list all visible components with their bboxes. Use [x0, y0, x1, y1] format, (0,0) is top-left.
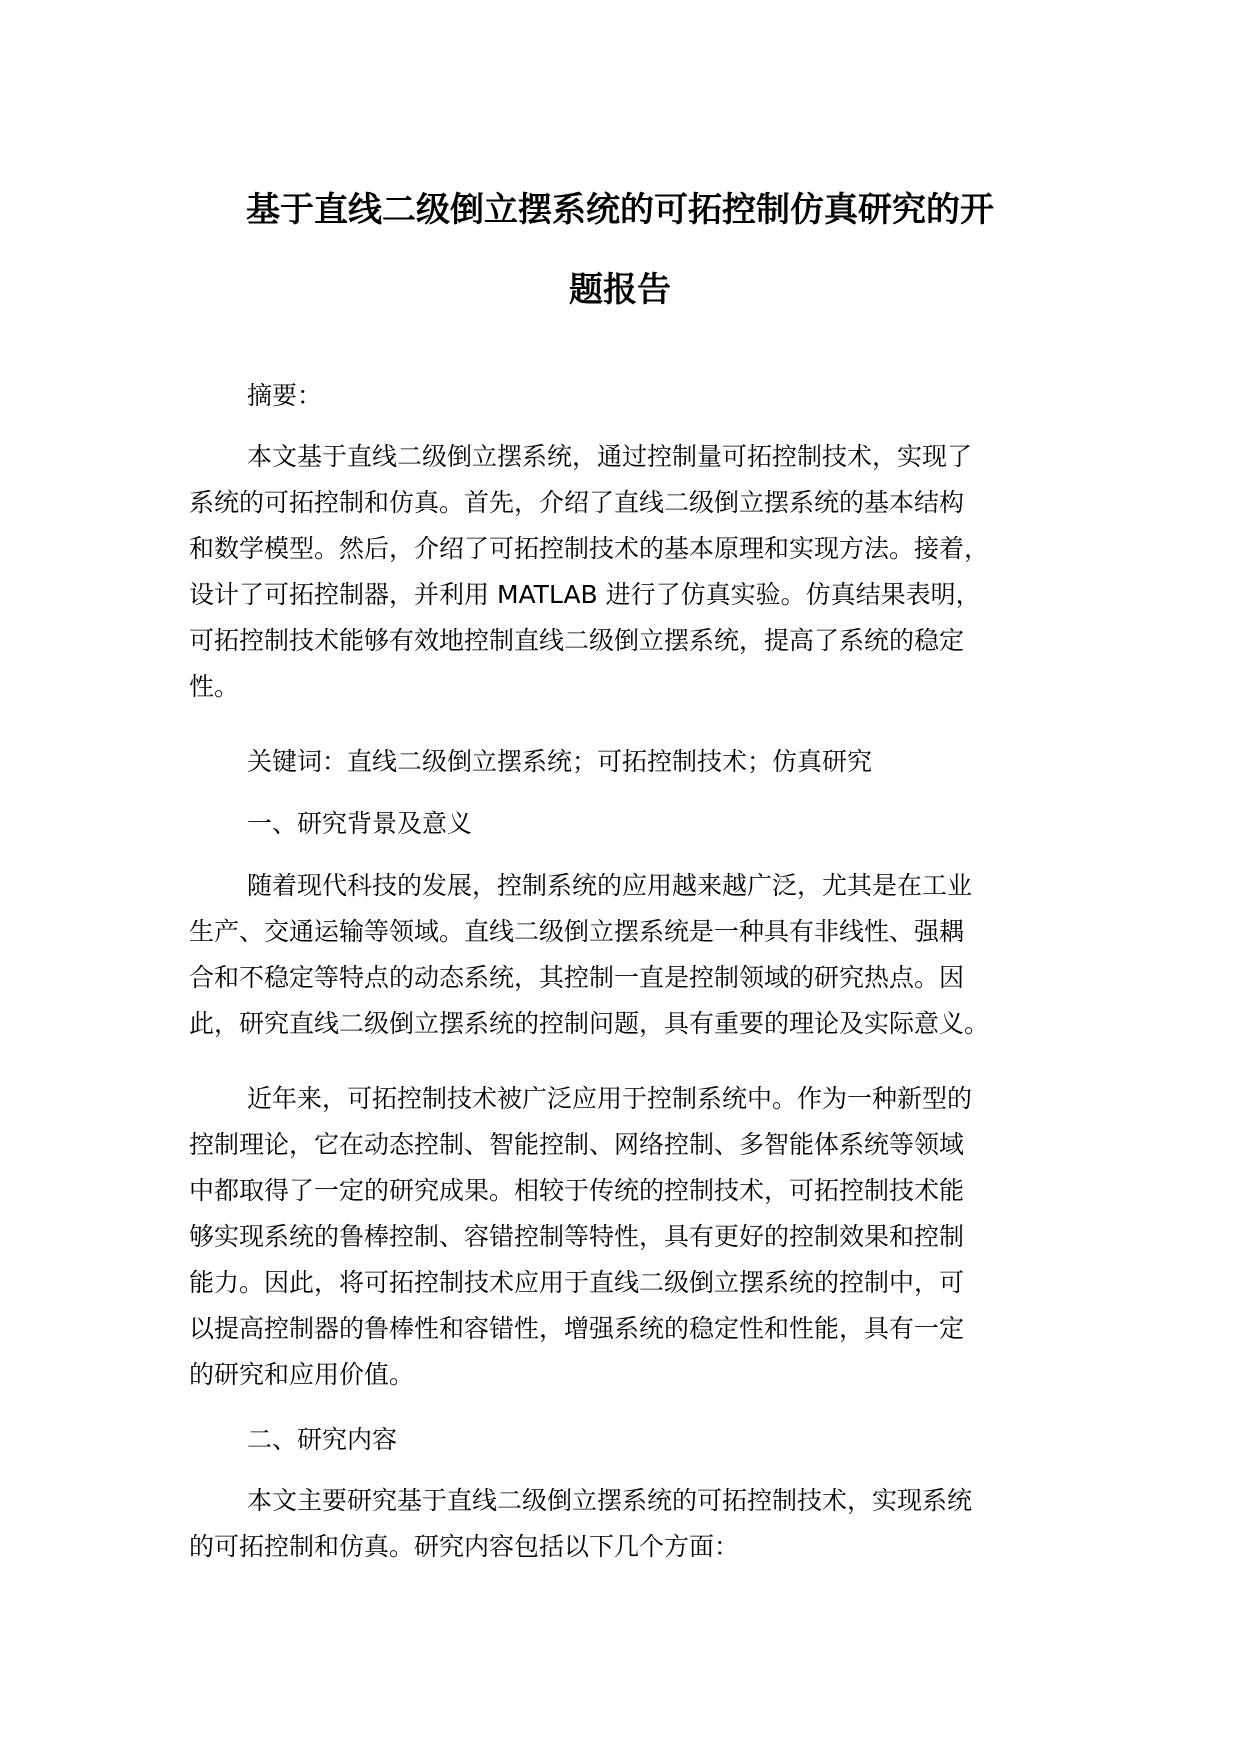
section2-heading	[189, 1417, 1079, 1463]
keywords	[189, 739, 1079, 785]
document-title-line-2: 题报告	[569, 270, 671, 310]
paragraph-line: 以提高控制器的鲁棒性和容错性，增强系统的稳定性和性能，具有一定	[189, 1314, 965, 1343]
abstract-line: 性。	[189, 672, 240, 701]
section1-paragraph-1	[189, 863, 1079, 1047]
abstract-line: 可拓控制技术能够有效地控制直线二级倒立摆系统，提高了系统的稳定	[189, 626, 965, 655]
paragraph-line: 的可拓控制和仿真。研究内容包括以下几个方面：	[189, 1532, 740, 1561]
section2-paragraph-1	[189, 1478, 1079, 1570]
paragraph-line: 的研究和应用价值。	[189, 1360, 415, 1389]
paragraph-line: 中都取得了一定的研究成果。相较于传统的控制技术，可拓控制技术能	[189, 1176, 965, 1205]
paragraph-line: 随着现代科技的发展，控制系统的应用越来越广泛，尤其是在工业	[247, 871, 973, 900]
abstract-line: 本文基于直线二级倒立摆系统，通过控制量可拓控制技术，实现了	[247, 442, 973, 471]
abstract-line: 设计了可拓控制器，并利用 MATLAB 进行了仿真实验。仿真结果表明，	[189, 580, 981, 609]
paragraph-line: 生产、交通运输等领域。直线二级倒立摆系统是一种具有非线性、强耦	[189, 917, 965, 946]
abstract-paragraph	[189, 434, 1079, 710]
document-title-line-1: 基于直线二级倒立摆系统的可拓控制仿真研究的开	[246, 190, 994, 230]
keywords-text: 关键词：直线二级倒立摆系统；可拓控制技术；仿真研究	[247, 747, 873, 776]
paragraph-line: 能力。因此，将可拓控制技术应用于直线二级倒立摆系统的控制中，可	[189, 1268, 965, 1297]
section1-heading-text: 一、研究背景及意义	[247, 809, 473, 838]
section1-heading	[189, 801, 1079, 847]
abstract-heading-text: 摘要：	[247, 381, 323, 410]
section2-heading-text: 二、研究内容	[247, 1425, 398, 1454]
paragraph-line: 够实现系统的鲁棒控制、容错控制等特性，具有更好的控制效果和控制	[189, 1222, 965, 1251]
paragraph-line: 控制理论，它在动态控制、智能控制、网络控制、多智能体系统等领域	[189, 1130, 965, 1159]
section1-paragraph-2	[189, 1076, 1079, 1398]
paragraph-line: 近年来，可拓控制技术被广泛应用于控制系统中。作为一种新型的	[247, 1084, 973, 1113]
abstract-line: 系统的可拓控制和仿真。首先，介绍了直线二级倒立摆系统的基本结构	[189, 488, 965, 517]
paragraph-line: 本文主要研究基于直线二级倒立摆系统的可拓控制技术，实现系统	[247, 1486, 973, 1515]
abstract-heading	[189, 373, 1079, 419]
paragraph-line: 合和不稳定等特点的动态系统，其控制一直是控制领域的研究热点。因	[189, 963, 965, 992]
abstract-line: 和数学模型。然后，介绍了可拓控制技术的基本原理和实现方法。接着，	[189, 534, 990, 563]
paragraph-line: 此，研究直线二级倒立摆系统的控制问题，具有重要的理论及实际意义。	[189, 1009, 990, 1038]
